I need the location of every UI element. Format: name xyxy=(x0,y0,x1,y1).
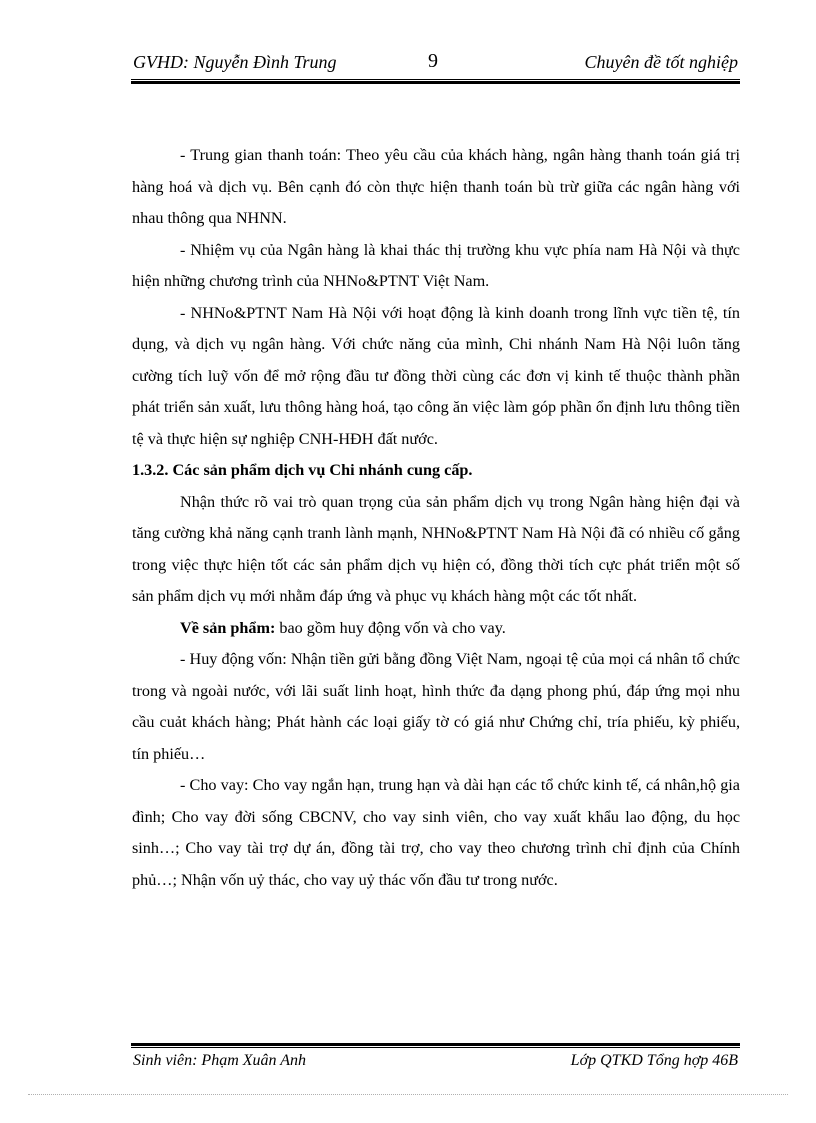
paragraph-payment-intermediary: - Trung gian thanh toán: Theo yêu cầu của khách hàng, ngân hàng thanh toán giá trị hàng hoá và dịch vụ. Bên cạnh đó còn thực hiện thanh toán bù trừ giữa các ngân hàng với nhau thông qua NHNN. xyxy=(132,146,740,227)
page-header xyxy=(133,50,738,80)
page-number: 9 xyxy=(428,50,438,72)
footer-student: Sinh viên: Phạm Xuân Anh xyxy=(133,1052,307,1069)
paragraph-awareness: Nhận thức rõ vai trò quan trọng của sản phẩm dịch vụ trong Ngân hàng hiện đại và tăng cường khả năng cạnh tranh lành mạnh, NHNo&PTNT Nam Hà Nội đã có nhiều cố gắng trong việc thực hiện tốt các sản phẩm dịch vụ hiện có, đồng thời tích cực phát triển một số sản phẩm dịch vụ mới nhằm đáp ứng và phục vụ khách hàng một các tốt nhất. xyxy=(132,492,740,605)
header-supervisor: GVHD: Nguyễn Đình Trung xyxy=(133,52,337,72)
footer-class: Lớp QTKD Tổng hợp 46B xyxy=(570,1052,738,1069)
paragraph-lending: - Cho vay: Cho vay ngắn hạn, trung hạn và dài hạn các tổ chức kinh tế, cá nhân,hộ gia đình; Cho vay đời sống CBCNV, cho vay sinh viên, cho vay xuất khẩu lao động, du học sinh…; Cho vay tài trợ dự án, đồng tài trợ, cho vay theo chương trình chỉ định của Chính phủ…; Nhận vốn uỷ thác, cho vay uỷ thác vốn đầu tư trong nước. xyxy=(132,776,740,889)
paragraph-bank-mission: - Nhiệm vụ của Ngân hàng là khai thác thị trường khu vực phía nam Hà Nội và thực hiện những chương trình của NHNo&PTNT Việt Nam. xyxy=(132,240,740,290)
paragraph-products xyxy=(132,613,740,645)
paragraph-mobilization: - Huy động vốn: Nhận tiền gửi bằng đồng Việt Nam, ngoại tệ của mọi cá nhân tổ chức trong và ngoài nước, với lãi suất linh hoạt, hình thức đa dạng phong phú, đáp ứng mọi nhu cầu cuảt khách hàng; Phát hành các loại giấy tờ có giá như Chứng chỉ, tría phiếu, kỳ phiếu, tín phiếu… xyxy=(132,650,740,763)
paragraph-bank-activities: - NHNo&PTNT Nam Hà Nội với hoạt động là kinh doanh trong lĩnh vực tiền tệ, tín dụng, và dịch vụ ngân hàng. Với chức năng của mình, Chi nhánh Nam Hà Nội luôn tăng cường tích luỹ vốn để mở rộng đầu tư đồng thời cùng các đơn vị kinh tế thuộc thành phần phát triển sản xuất, lưu thông hàng hoá, tạo công ăn việc làm góp phần ổn định lưu thông tiền tệ và thực hiện sự nghiệp CNH-HĐH đất nước. xyxy=(132,303,740,448)
section-heading: 1.3.2. Các sản phẩm dịch vụ Chi nhánh cung cấp. xyxy=(132,461,473,479)
page-footer xyxy=(133,1052,738,1076)
products-label: Về sản phẩm: xyxy=(180,618,276,637)
page-edge-dotted-line xyxy=(28,1094,788,1095)
header-rule xyxy=(131,79,740,84)
page-body xyxy=(132,140,740,896)
footer-rule xyxy=(131,1043,740,1048)
header-doc-type: Chuyên đề tốt nghiệp xyxy=(584,52,738,72)
products-text: bao gồm huy động vốn và cho vay. xyxy=(275,618,506,637)
